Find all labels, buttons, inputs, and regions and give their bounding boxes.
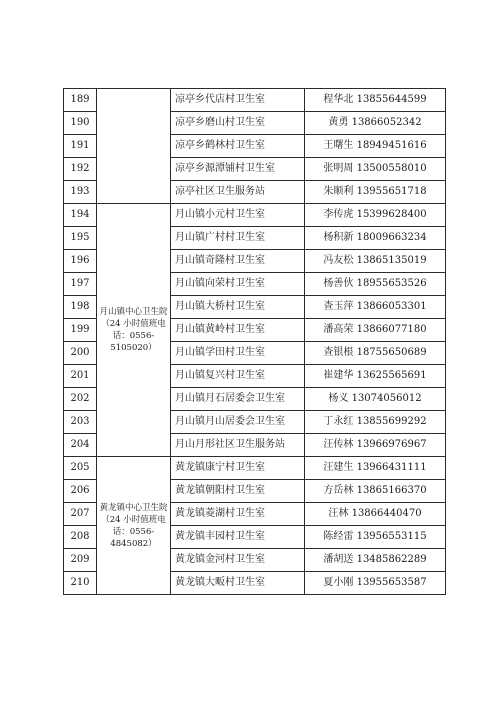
row-number: 194 bbox=[64, 204, 97, 227]
clinic-name: 月山镇月石居委会卫生室 bbox=[171, 388, 305, 411]
row-number: 195 bbox=[64, 227, 97, 250]
row-number: 191 bbox=[64, 135, 97, 158]
clinic-name: 月山镇向荣村卫生室 bbox=[171, 273, 305, 296]
clinic-name: 月山镇月山居委会卫生室 bbox=[171, 411, 305, 434]
contact-name-phone: 崔建华 13625565691 bbox=[305, 365, 446, 388]
clinic-name: 凉亭乡代店村卫生室 bbox=[171, 89, 305, 112]
clinic-name: 黄龙镇康宁村卫生室 bbox=[171, 457, 305, 480]
row-number: 200 bbox=[64, 342, 97, 365]
clinic-name: 月山镇奇隆村卫生室 bbox=[171, 250, 305, 273]
contact-name-phone: 夏小刚 13955653587 bbox=[305, 572, 446, 595]
table-row bbox=[64, 89, 446, 112]
contact-name-phone: 方岳林 13865166370 bbox=[305, 480, 446, 503]
row-number: 196 bbox=[64, 250, 97, 273]
row-number: 210 bbox=[64, 572, 97, 595]
contact-name-phone: 丁永红 13855699292 bbox=[305, 411, 446, 434]
clinic-name: 月山镇复兴村卫生室 bbox=[171, 365, 305, 388]
contact-name-phone: 汪传林 13966976967 bbox=[305, 434, 446, 457]
contact-name-phone: 王曙生 18949451616 bbox=[305, 135, 446, 158]
clinic-name: 黄龙镇金河村卫生室 bbox=[171, 549, 305, 572]
clinic-name: 凉亭乡源潭铺村卫生室 bbox=[171, 158, 305, 181]
contact-name-phone: 陈经雷 13956553115 bbox=[305, 526, 446, 549]
health-center-line: 话：0556-4845082） bbox=[110, 526, 157, 549]
contact-name-phone: 朱顺利 13955651718 bbox=[305, 181, 446, 204]
contact-name-phone: 杨积新 18009663234 bbox=[305, 227, 446, 250]
contact-name-phone: 汪林 13866440470 bbox=[305, 503, 446, 526]
clinic-name: 月山月形社区卫生服务站 bbox=[171, 434, 305, 457]
row-number: 206 bbox=[64, 480, 97, 503]
clinic-name: 黄龙镇菱湖村卫生室 bbox=[171, 503, 305, 526]
clinic-name: 黄龙镇大畈村卫生室 bbox=[171, 572, 305, 595]
clinic-name: 黄龙镇丰园村卫生室 bbox=[171, 526, 305, 549]
parent-health-center bbox=[97, 204, 171, 457]
health-center-line: 黄龙镇中心卫生院 bbox=[99, 502, 168, 513]
clinic-name: 黄龙镇朝阳村卫生室 bbox=[171, 480, 305, 503]
row-number: 205 bbox=[64, 457, 97, 480]
clinic-name: 月山镇大桥村卫生室 bbox=[171, 296, 305, 319]
contact-name-phone: 张明周 13500558010 bbox=[305, 158, 446, 181]
clinic-name: 凉亭社区卫生服务站 bbox=[171, 181, 305, 204]
row-number: 193 bbox=[64, 181, 97, 204]
contact-name-phone: 李传虎 15399628400 bbox=[305, 204, 446, 227]
contact-name-phone: 潘高荣 13866077180 bbox=[305, 319, 446, 342]
row-number: 207 bbox=[64, 503, 97, 526]
contact-name-phone: 汪建生 13966431111 bbox=[305, 457, 446, 480]
health-center-line: 月山镇中心卫生院 bbox=[99, 307, 168, 317]
table-body bbox=[64, 89, 446, 595]
table-row bbox=[64, 204, 446, 227]
health-center-line: （24 小时值班电 bbox=[101, 319, 166, 329]
contact-name-phone: 潘胡送 13485862289 bbox=[305, 549, 446, 572]
clinic-contact-table bbox=[63, 88, 446, 595]
table-row bbox=[64, 457, 446, 480]
contact-name-phone: 杨善伙 18955653526 bbox=[305, 273, 446, 296]
row-number: 208 bbox=[64, 526, 97, 549]
row-number: 204 bbox=[64, 434, 97, 457]
row-number: 199 bbox=[64, 319, 97, 342]
contact-name-phone: 杨义 13074056012 bbox=[305, 388, 446, 411]
contact-name-phone: 冯友松 13865135019 bbox=[305, 250, 446, 273]
clinic-name: 凉亭乡鹤林村卫生室 bbox=[171, 135, 305, 158]
contact-name-phone: 黄勇 13866052342 bbox=[305, 112, 446, 135]
parent-health-center bbox=[97, 457, 171, 595]
row-number: 192 bbox=[64, 158, 97, 181]
clinic-name: 月山镇广村村卫生室 bbox=[171, 227, 305, 250]
clinic-name: 凉亭乡磨山村卫生室 bbox=[171, 112, 305, 135]
row-number: 198 bbox=[64, 296, 97, 319]
row-number: 209 bbox=[64, 549, 97, 572]
row-number: 197 bbox=[64, 273, 97, 296]
parent-health-center bbox=[97, 89, 171, 204]
row-number: 190 bbox=[64, 112, 97, 135]
row-number: 201 bbox=[64, 365, 97, 388]
health-center-line: 话：0556-5105020） bbox=[110, 331, 157, 353]
row-number: 189 bbox=[64, 89, 97, 112]
health-center-line: （24 小时值班电 bbox=[101, 514, 166, 525]
clinic-name: 月山镇小元村卫生室 bbox=[171, 204, 305, 227]
contact-name-phone: 查玉萍 13866053301 bbox=[305, 296, 446, 319]
contact-name-phone: 查银根 18755650689 bbox=[305, 342, 446, 365]
clinic-name: 月山镇学田村卫生室 bbox=[171, 342, 305, 365]
contact-name-phone: 程华北 13855644599 bbox=[305, 89, 446, 112]
clinic-name: 月山镇黄岭村卫生室 bbox=[171, 319, 305, 342]
row-number: 202 bbox=[64, 388, 97, 411]
row-number: 203 bbox=[64, 411, 97, 434]
